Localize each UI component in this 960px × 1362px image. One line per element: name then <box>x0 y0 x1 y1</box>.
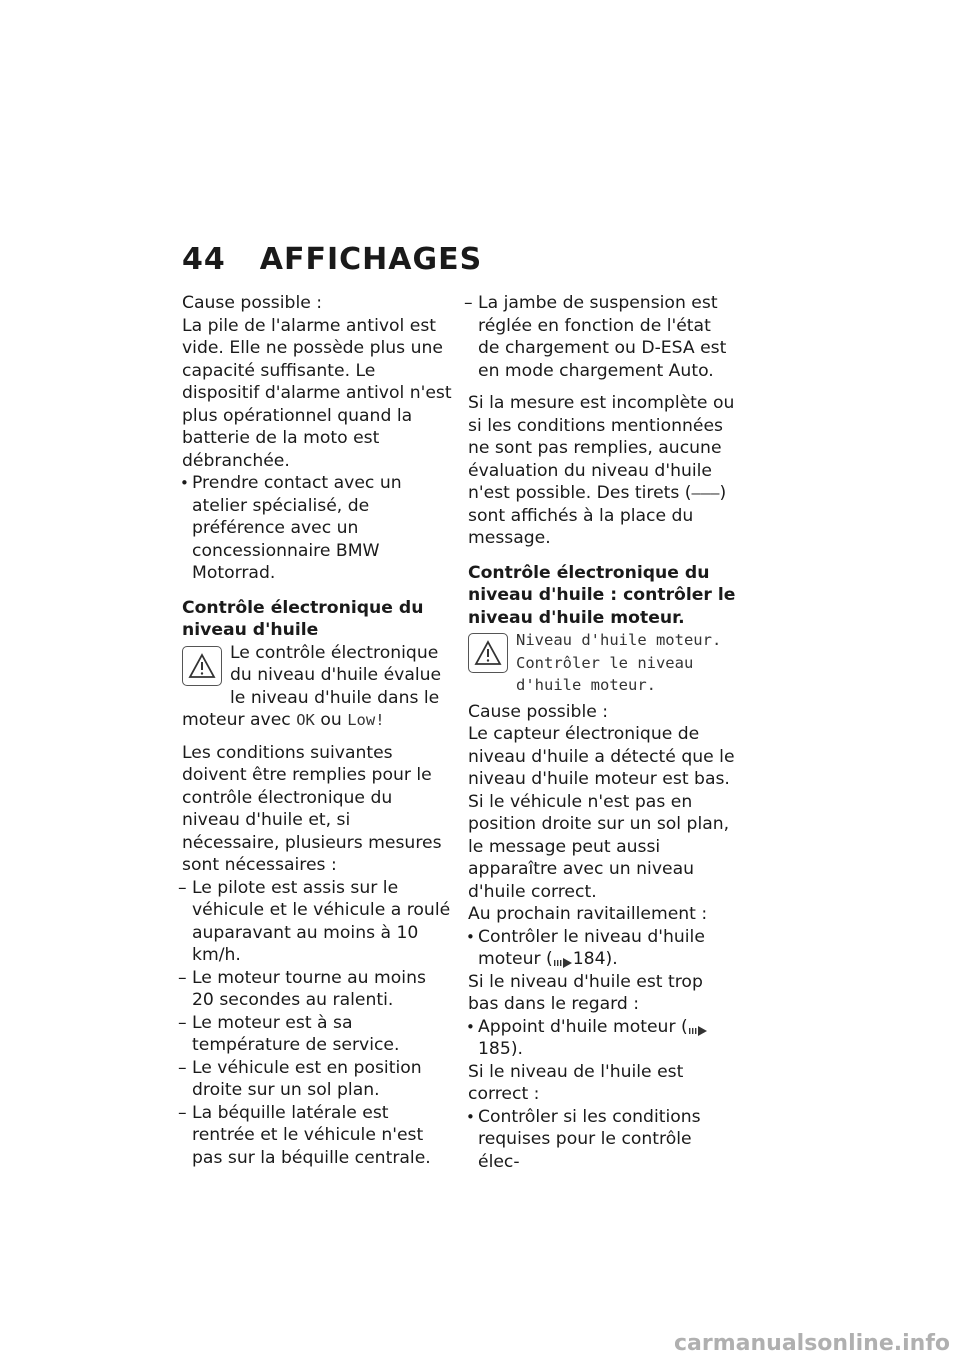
list-item: – La béquille latérale est rentrée et le véhicule n'est pas sur la béquille centrale. <box>182 1102 452 1170</box>
list-item: – Le moteur tourne au moins 20 secondes au ralenti. <box>182 967 452 1012</box>
conditions-list <box>182 877 452 1170</box>
warning-triangle-icon <box>468 633 508 673</box>
status-low: Low! <box>347 711 385 729</box>
warning-triangle-icon <box>182 646 222 686</box>
action-list <box>468 1106 736 1174</box>
display-message: Niveau d'huile moteur. Contrôler le niveau d'huile moteur. <box>516 631 722 694</box>
list-item: • Contrôler si les conditions requises pour le contrôle élec- <box>468 1106 736 1174</box>
action-list <box>182 472 452 585</box>
incomplete-text: Si la mesure est incomplète ou si les conditions mentionnées ne sont pas remplies, aucune évaluation du niveau d'huile n'est possible. Des tirets ( <box>468 393 735 503</box>
cause-text: La pile de l'alarme antivol est vide. Elle ne possède plus une capacité suffisante. Le dispositif d'alarme antivol n'est plus opérationnel quand la batterie de la moto est débranchée. <box>182 315 452 471</box>
list-item: – Le véhicule est en position droite sur un sol plan. <box>182 1057 452 1102</box>
cause-label: Cause possible : <box>468 701 609 722</box>
list-item: • Prendre contact avec un atelier spécialisé, de préférence avec un concessionnaire BMW Motorrad. <box>182 472 452 585</box>
section-title: AFFICHAGES <box>259 242 483 277</box>
list-item: – Le moteur est à sa température de service. <box>182 1012 452 1057</box>
page-header <box>182 242 482 282</box>
page-reference[interactable]: 184 <box>572 949 606 969</box>
conditions-intro: Les conditions suivantes doivent être remplies pour le contrôle électronique du niveau d'huile et, si nécessaire, plusieurs mesures sont nécessaires : <box>182 742 442 875</box>
correct-text: Si le niveau de l'huile est correct : <box>468 1061 684 1104</box>
right-column <box>468 292 736 1173</box>
cause-label: Cause possible : <box>182 293 323 313</box>
status-ok: OK <box>296 711 315 729</box>
page-reference-arrow-icon <box>553 953 573 965</box>
dash-display: ––– <box>691 484 720 502</box>
warning-block <box>182 642 452 732</box>
page-reference[interactable]: 185 <box>478 1039 511 1059</box>
page-number: 44 <box>182 242 226 277</box>
conditions-list-continued <box>468 292 736 382</box>
or-text: ou <box>314 710 348 730</box>
list-item: • Contrôler le niveau d'huile moteur ( 184). <box>468 926 736 971</box>
not-upright-text: Si le véhicule n'est pas en position droite sur un sol plan, le message peut aussi apparaître avec un niveau d'huile correct. <box>468 791 730 902</box>
list-item: • Appoint d'huile moteur (185). <box>468 1016 736 1061</box>
too-low-text: Si le niveau d'huile est trop bas dans le regard : <box>468 971 703 1014</box>
watermark: carmanualsonline.info <box>674 1331 950 1356</box>
section-heading: Contrôle électronique du niveau d'huile <box>182 597 424 640</box>
page-reference-arrow-icon <box>688 1021 708 1033</box>
action-list <box>468 1016 736 1061</box>
warning-block <box>468 629 736 697</box>
action-list <box>468 926 736 971</box>
left-column <box>182 292 452 1169</box>
section-heading: Contrôle électronique du niveau d'huile : contrôler le niveau d'huile moteur. <box>468 562 736 628</box>
list-item: – La jambe de suspension est réglée en fonction de l'état de chargement ou D-ESA est en mode chargement Auto. <box>468 292 736 382</box>
next-refuel-text: Au prochain ravitaillement : <box>468 904 708 924</box>
incomplete-text-end: ) sont affichés à la place du message. <box>468 483 727 548</box>
list-item: – Le pilote est assis sur le véhicule et le véhicule a roulé auparavant au moins à 10 km/h. <box>182 877 452 967</box>
warning-text: Le contrôle électronique du niveau d'huile évalue le niveau d'huile dans le moteur avec <box>182 642 442 730</box>
cause-text: Le capteur électronique de niveau d'huile a détecté que le niveau d'huile moteur est bas. <box>468 724 735 789</box>
